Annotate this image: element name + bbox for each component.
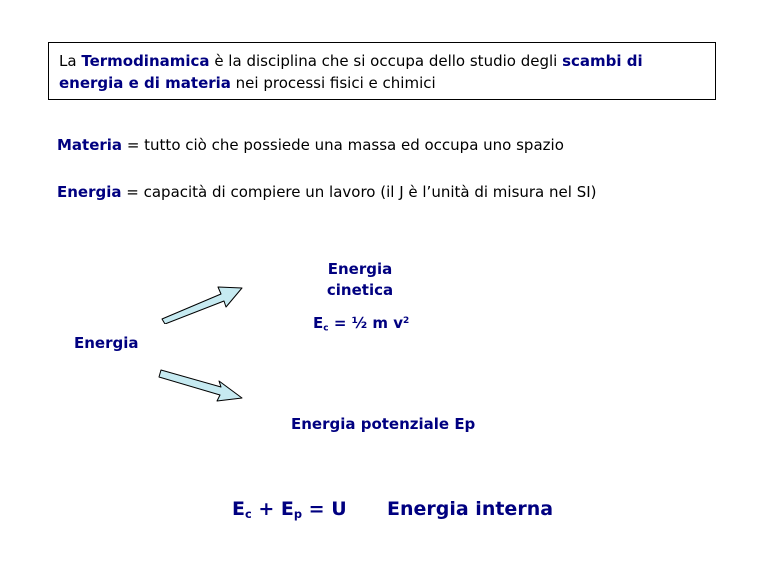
arrow-to-kinetic-shape [162,287,242,324]
term-energia: Energia [57,183,122,201]
summary-e1: E [232,498,245,520]
energia-text: = capacità di compiere un lavoro (il J è l’unità di misura nel SI) [121,183,597,201]
definition-text-2: è la disciplina che si occupa dello studio degli [209,52,563,70]
kinetic-formula-sub: c [323,323,329,334]
summary-sub-p: p [293,506,303,521]
kinetic-formula-sup: 2 [403,316,410,327]
internal-energy-label: Energia interna [387,498,554,520]
definition-text-1: La [59,52,82,70]
energia-root-label: Energia [74,334,139,352]
summary-sub-c: c [244,506,252,521]
arrow-to-potential-shape [159,370,242,401]
kinetic-energy-label [310,259,410,301]
summary-plus: + E [251,498,294,520]
definition-text-3: nei processi fisici e chimici [230,74,436,92]
arrow-to-potential-icon [158,366,246,406]
energia-definition [57,182,597,202]
term-scambi: scambi di [562,52,643,70]
kinetic-formula-rest: = ½ m v [328,314,403,332]
definition-box [48,42,716,100]
term-termodinamica: Termodinamica [81,52,210,70]
term-materia: Materia [57,136,123,154]
summary-equals: = U [302,498,347,520]
internal-energy-equation [232,498,347,521]
term-energia-materia: energia e di materia [59,74,231,92]
materia-text: = tutto ciò che possiede una massa ed occupa uno spazio [122,136,564,154]
potential-energy-label: Energia potenziale Ep [291,415,476,433]
kinetic-formula-e: E [313,314,324,332]
kinetic-line-2: cinetica [326,281,394,299]
materia-definition [57,135,564,155]
kinetic-line-1: Energia [327,260,393,278]
arrow-to-kinetic-icon [158,280,246,324]
kinetic-formula [313,314,409,333]
